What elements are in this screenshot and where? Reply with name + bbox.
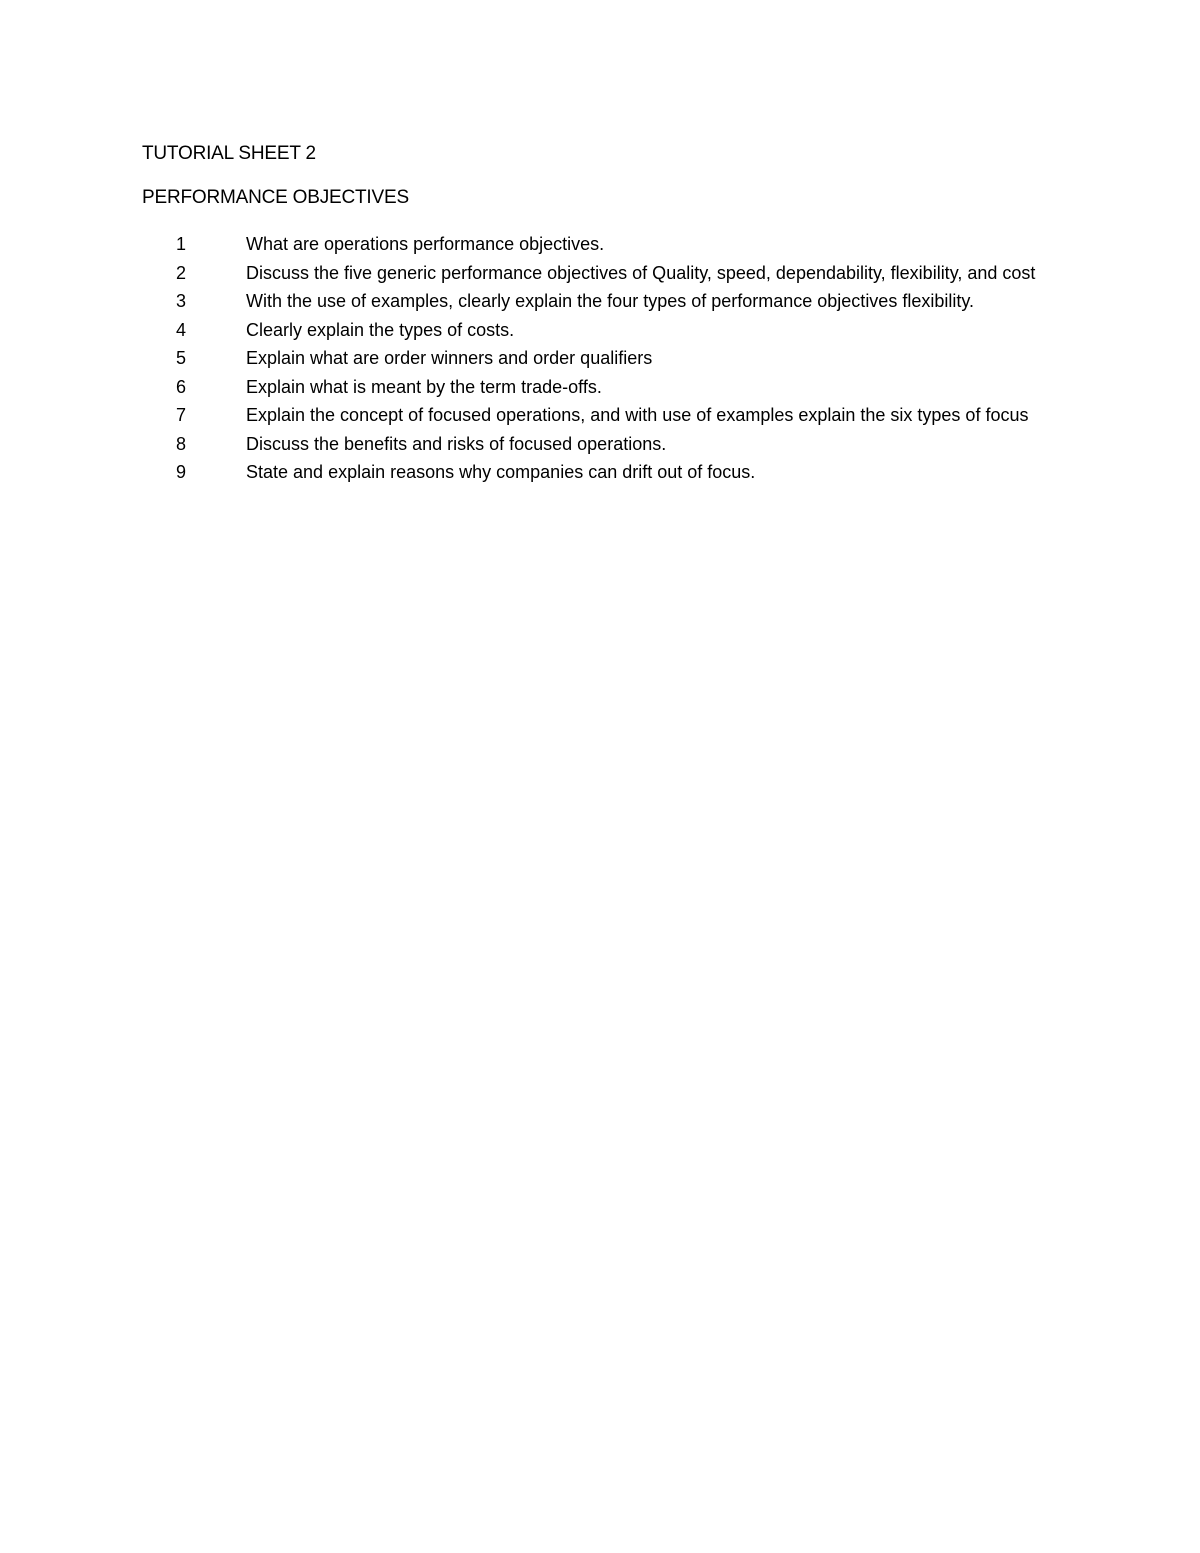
list-item bbox=[0, 430, 1200, 459]
item-text: Discuss the benefits and risks of focused operations. bbox=[246, 433, 667, 454]
list-item bbox=[0, 458, 1200, 487]
list-item bbox=[0, 316, 1200, 345]
item-number: 7 bbox=[176, 405, 187, 425]
item-text: Explain what is meant by the term trade-offs. bbox=[246, 376, 602, 397]
list-item bbox=[0, 373, 1200, 402]
item-text: What are operations performance objectives. bbox=[246, 234, 605, 254]
section-heading: PERFORMANCE OBJECTIVES bbox=[142, 187, 409, 208]
item-text: Explain what are order winners and order qualifiers bbox=[246, 348, 653, 368]
item-text: With the use of examples, clearly explain the four types of performance objectives flexibility. bbox=[246, 291, 975, 311]
item-number: 6 bbox=[176, 376, 187, 397]
question-list bbox=[0, 230, 1200, 487]
list-item bbox=[0, 259, 1200, 288]
item-number: 3 bbox=[176, 291, 187, 311]
list-item bbox=[0, 401, 1200, 430]
list-item bbox=[0, 287, 1200, 316]
item-text: Clearly explain the types of costs. bbox=[246, 319, 515, 340]
item-number: 4 bbox=[176, 319, 187, 340]
item-number: 9 bbox=[176, 462, 187, 482]
item-number: 2 bbox=[176, 262, 187, 283]
item-number: 5 bbox=[176, 348, 187, 368]
item-number: 1 bbox=[176, 234, 187, 254]
list-item bbox=[0, 344, 1200, 373]
item-text: Explain the concept of focused operations, and with use of examples explain the six types of focus bbox=[246, 405, 1029, 425]
item-text: Discuss the five generic performance objectives of Quality, speed, dependability, flexibility, and cost bbox=[246, 262, 1036, 283]
document-title: TUTORIAL SHEET 2 bbox=[142, 143, 316, 164]
item-number: 8 bbox=[176, 433, 187, 454]
item-text: State and explain reasons why companies can drift out of focus. bbox=[246, 462, 756, 482]
list-item bbox=[0, 230, 1200, 259]
